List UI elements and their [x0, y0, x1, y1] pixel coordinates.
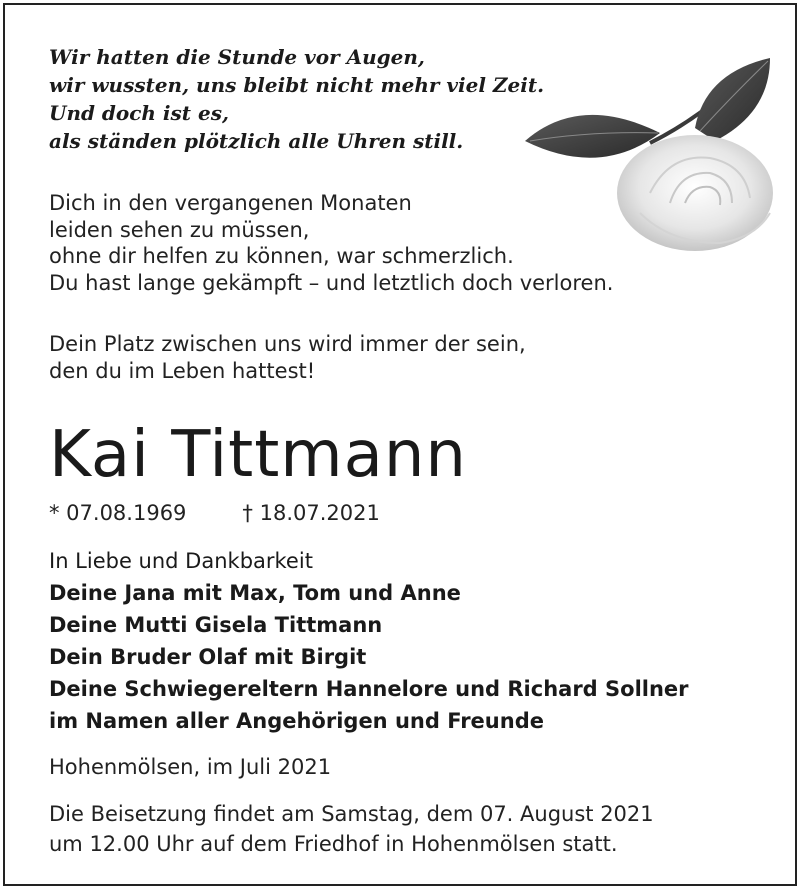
- paragraph-line: Dich in den vergangenen Monaten: [49, 191, 412, 215]
- birth-date: * 07.08.1969: [49, 501, 187, 525]
- paragraph-line: Du hast lange gekämpft – und letztlich doch verloren.: [49, 270, 614, 295]
- place-date: Hohenmölsen, im Juli 2021: [49, 755, 332, 779]
- mourner-line: Deine Mutti Gisela Tittmann: [49, 613, 383, 637]
- poem-line: Und doch ist es,: [49, 101, 229, 125]
- mourner-line: Deine Schwiegereltern Hannelore und Richard Sollner: [49, 677, 689, 701]
- paragraph-2: [49, 331, 526, 384]
- death-date: † 18.07.2021: [242, 501, 380, 525]
- mourners-intro: In Liebe und Dankbarkeit: [49, 549, 313, 573]
- poem-line: als ständen plötzlich alle Uhren still.: [49, 129, 464, 153]
- paragraph-line: den du im Leben hattest!: [49, 358, 316, 383]
- funeral-line: um 12.00 Uhr auf dem Friedhof in Hohenmölsen statt.: [49, 832, 618, 856]
- paragraph-line: leiden sehen zu müssen,: [49, 217, 310, 242]
- obituary-frame: [3, 3, 797, 886]
- deceased-name: Kai Tittmann: [49, 418, 467, 492]
- poem-line: Wir hatten die Stunde vor Augen,: [49, 45, 425, 69]
- life-dates: [49, 499, 380, 527]
- funeral-line: Die Beisetzung findet am Samstag, dem 07. August 2021: [49, 802, 654, 826]
- poem: [49, 43, 544, 155]
- paragraph-line: Dein Platz zwischen uns wird immer der sein,: [49, 332, 526, 356]
- mourner-line: Dein Bruder Olaf mit Birgit: [49, 645, 367, 669]
- mourner-line: Deine Jana mit Max, Tom und Anne: [49, 581, 461, 605]
- mourners: [49, 545, 689, 737]
- mourner-line: im Namen aller Angehörigen und Freunde: [49, 709, 544, 733]
- paragraph-1: [49, 190, 613, 296]
- paragraph-line: ohne dir helfen zu können, war schmerzlich.: [49, 244, 514, 268]
- funeral-notice: [49, 799, 654, 859]
- poem-line: wir wussten, uns bleibt nicht mehr viel Zeit.: [49, 73, 545, 97]
